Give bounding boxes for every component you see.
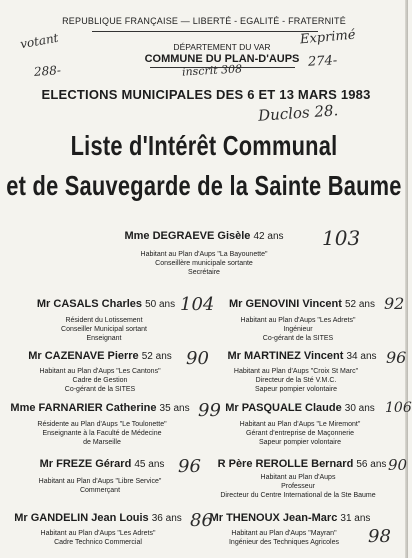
department-label: DÉPARTEMENT DU VAR xyxy=(173,42,271,52)
votes-martinez: 96 xyxy=(386,348,407,367)
candidate-desc-degraeve: Habitant au Plan d'Aups "La Bayounette" Conseillère municipale sortante Secrétaire xyxy=(140,251,268,276)
candidate-name-genovini: Mr GENOVINI Vincent 52 ans xyxy=(229,298,375,310)
candidate-name-thenoux: Mr THENOUX Jean-Marc 31 ans xyxy=(209,512,371,524)
votes-rerolle: 90 xyxy=(388,456,408,474)
candidate-name-martinez: Mr MARTINEZ Vincent 34 ans xyxy=(227,350,377,362)
inscrits-annotation: inscrit 308 xyxy=(181,62,243,79)
candidate-desc-pasquale: Habitant au Plan d'Aups "Le Miremont" Gérant d'entreprise de Maçonnerie Sapeur pompier volontaire xyxy=(239,421,361,446)
votes-degraeve: 103 xyxy=(322,226,361,250)
votants-annotation: votant xyxy=(19,30,60,52)
candidate-desc-cazenave: Habitant au Plan d'Aups "Les Cantons" Cadre de Gestion Co-gérant de la SITES xyxy=(39,368,161,393)
candidate-desc-farnarier: Résidente au Plan d'Aups "Le Toulonette" Enseignante à la Faculté de Médecine de Marseille xyxy=(37,421,167,446)
candidate-desc-gandelin: Habitant au Plan d'Aups "Les Adrets" Cadre Technico Commercial xyxy=(40,530,156,546)
candidate-name-farnarier: Mme FARNARIER Catherine 35 ans xyxy=(10,402,190,414)
list-title-line-2: et de Sauvegarde de la Sainte Baume xyxy=(6,170,402,201)
candidate-name-freze: Mr FREZE Gérard 45 ans xyxy=(39,458,165,470)
candidate-desc-freze: Habitant au Plan d'Aups "Libre Service" Commerçant xyxy=(38,478,162,494)
votes-farnarier: 99 xyxy=(198,400,221,421)
candidate-name-degraeve: Mme DEGRAEVE Gisèle 42 ans xyxy=(124,230,284,242)
page-edge-shadow xyxy=(405,0,408,558)
candidate-desc-casals: Résident du Lotissement Conseiller Municipal sortant Enseignant xyxy=(61,317,147,342)
votes-thenoux: 98 xyxy=(368,526,391,547)
elections-heading: ELECTIONS MUNICIPALES DES 6 ET 13 MARS 1983 xyxy=(41,87,371,102)
exprimes-annotation: Exprimé xyxy=(299,27,357,48)
votants-count-annotation: 288- xyxy=(33,63,62,79)
candidate-name-casals: Mr CASALS Charles 50 ans xyxy=(36,298,176,310)
votes-pasquale: 106 xyxy=(385,400,412,416)
votes-casals: 104 xyxy=(180,294,215,315)
exprimes-count-annotation: 274- xyxy=(307,53,338,70)
commune-name: COMMUNE DU PLAN-D'AUPS xyxy=(144,53,300,65)
republic-motto: REPUBLIQUE FRANÇAISE — LIBERTÉ - EGALITÉ - FRATERNITÉ xyxy=(62,16,346,26)
votes-gandelin: 86 xyxy=(190,510,213,531)
candidate-name-rerolle: R Père REROLLE Bernard 56 ans xyxy=(217,458,387,470)
votes-genovini: 92 xyxy=(384,294,405,313)
candidate-name-cazenave: Mr CAZENAVE Pierre 52 ans xyxy=(28,350,172,362)
candidate-desc-thenoux: Habitant au Plan d'Aups "Mayran" Ingénieur des Techniques Agricoles xyxy=(228,530,340,546)
votes-cazenave: 90 xyxy=(186,348,209,369)
duclos-annotation: Duclos 28. xyxy=(257,101,339,125)
candidate-name-gandelin: Mr GANDELIN Jean Louis 36 ans xyxy=(14,512,182,524)
candidate-desc-rerolle: Habitant au Plan d'Aups Professeur Directeur du Centre International de la Ste Baume xyxy=(220,474,376,499)
header-divider xyxy=(92,31,318,32)
candidate-desc-genovini: Habitant au Plan d'Aups "Les Adrets" Ingénieur Co-gérant de la SITES xyxy=(240,317,356,342)
candidate-desc-martinez: Habitant au Plan d'Aups "Croix St Marc" Directeur de la Sté V.M.C. Sapeur pompier volontaire xyxy=(233,368,359,393)
candidate-name-pasquale: Mr PASQUALE Claude 30 ans xyxy=(225,402,375,414)
list-title-line-1: Liste d'Intérêt Communal xyxy=(70,130,338,161)
votes-freze: 96 xyxy=(178,456,201,477)
